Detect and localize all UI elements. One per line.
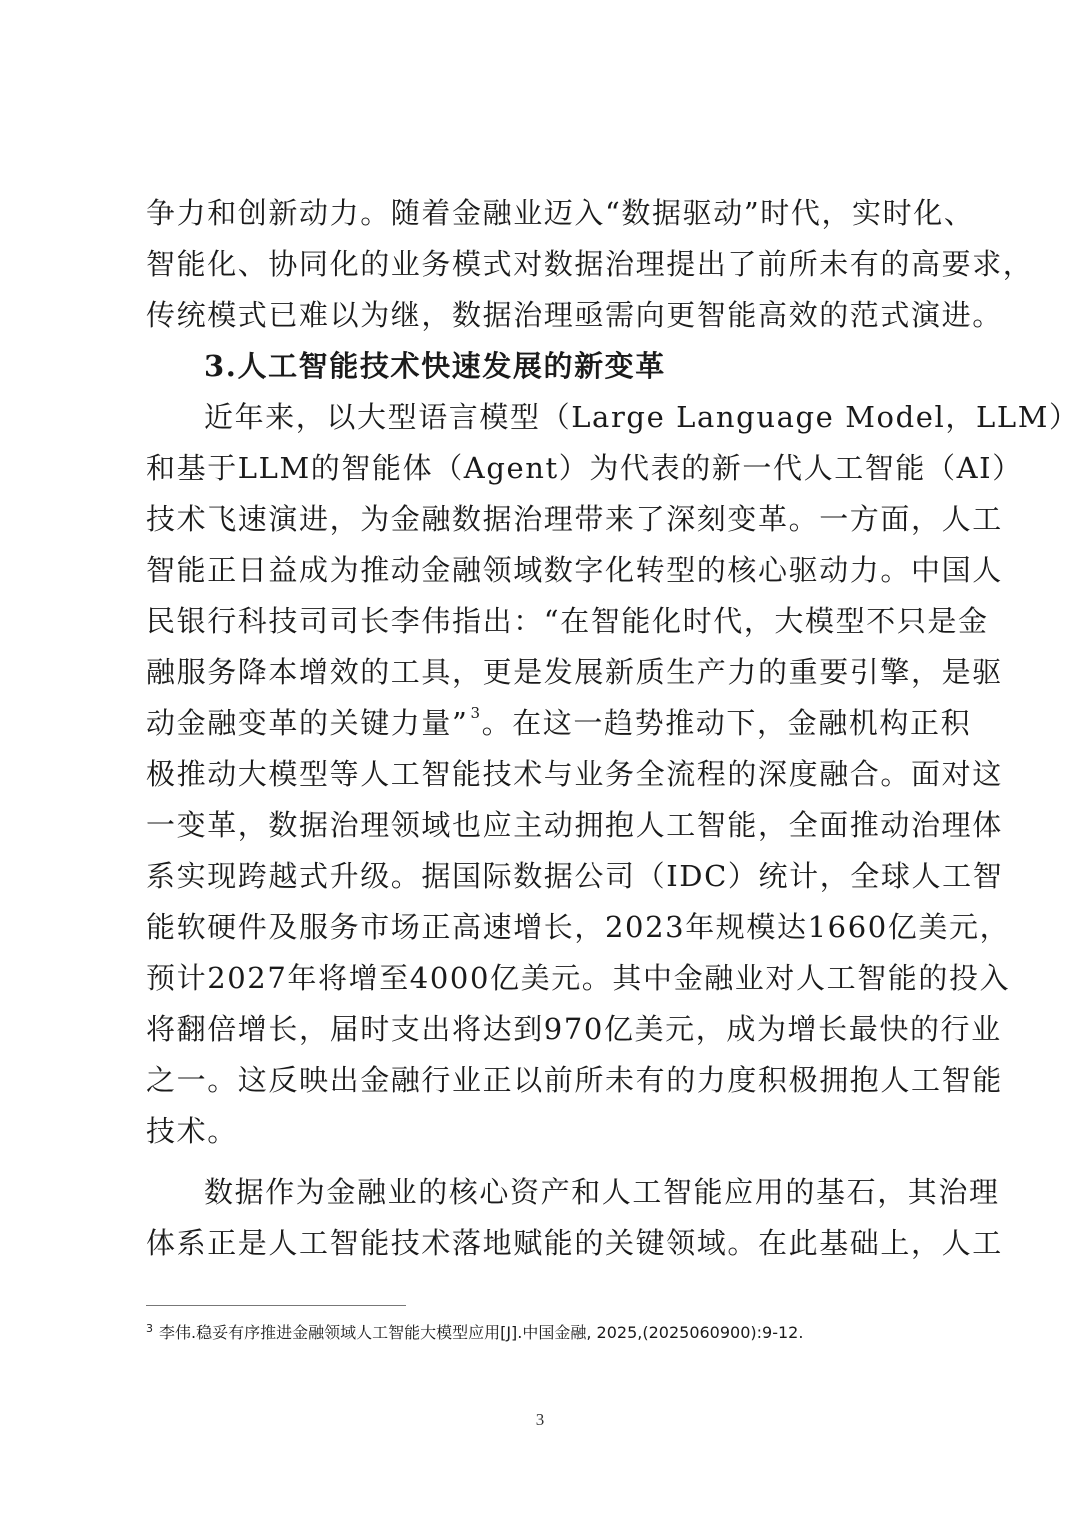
footnote-reference[interactable]: 3 (470, 704, 482, 722)
text-line: 极推动大模型等人工智能技术与业务全流程的深度融合。面对这 (146, 757, 1003, 791)
text-line: 智能化、协同化的业务模式对数据治理提出了前所未有的高要求， (146, 247, 1034, 281)
text-line: 能软硬件及服务市场正高速增长，2023年规模达1660亿美元， (146, 910, 1011, 944)
text-line: 传统模式已难以为继，数据治理亟需向更智能高效的范式演进。 (146, 298, 1003, 332)
quote-continuation: 。在这一趋势推动下，金融机构正积 (481, 706, 972, 740)
page-number: 3 (535, 1410, 545, 1429)
text-line: 预计2027年将增至4000亿美元。其中金融业对人工智能的投入 (146, 961, 1011, 995)
paragraph-ai (146, 392, 1080, 1157)
text-line: 体系正是人工智能技术落地赋能的关键领域。在此基础上，人工 (146, 1226, 1003, 1260)
text-line: 系实现跨越式升级。据国际数据公司（IDC）统计，全球人工智 (146, 859, 1004, 893)
text-line: 之一。这反映出金融行业正以前所未有的力度积极拥抱人工智能 (146, 1063, 1003, 1097)
paragraph-data (146, 1167, 1003, 1269)
paragraph-continuation (146, 188, 1034, 341)
text-line: 融服务降本增效的工具，更是发展新质生产力的重要引擎，是驱 (146, 655, 1003, 689)
text-line: 和基于LLM的智能体（Agent）为代表的新一代人工智能（AI） (146, 451, 1023, 485)
text-line: 数据作为金融业的核心资产和人工智能应用的基石，其治理 (204, 1175, 1000, 1209)
text-line: 将翻倍增长，届时支出将达到970亿美元，成为增长最快的行业 (146, 1012, 1002, 1046)
footnote (146, 1322, 1006, 1344)
text-line: 一变革，数据治理领域也应主动拥抱人工智能，全面推动治理体 (146, 808, 1003, 842)
text-line: 近年来，以大型语言模型（Large Language Model，LLM） (204, 400, 1080, 434)
text-line: 技术飞速演进，为金融数据治理带来了深刻变革。一方面，人工 (146, 502, 1003, 536)
text-line: 争力和创新动力。随着金融业迈入“数据驱动”时代，实时化、 (146, 196, 975, 230)
text-line: 技术。 (146, 1114, 238, 1148)
footnote-mark: 3 (146, 1322, 153, 1335)
footnote-divider (146, 1305, 406, 1306)
section-heading: 3.人工智能技术快速发展的新变革 (204, 349, 666, 383)
footnote-text: 李伟.稳妥有序推进金融领域人工智能大模型应用[J].中国金融, 2025,(2025060900):9-12. (159, 1323, 804, 1342)
quote-text: 动金融变革的关键力量” (146, 706, 469, 740)
body-text (146, 188, 1080, 1269)
text-line: 智能正日益成为推动金融领域数字化转型的核心驱动力。中国人 (146, 553, 1003, 587)
text-line: 民银行科技司司长李伟指出：“在智能化时代，大模型不只是金 (146, 604, 989, 638)
text-line-with-footnote-ref (146, 698, 972, 749)
